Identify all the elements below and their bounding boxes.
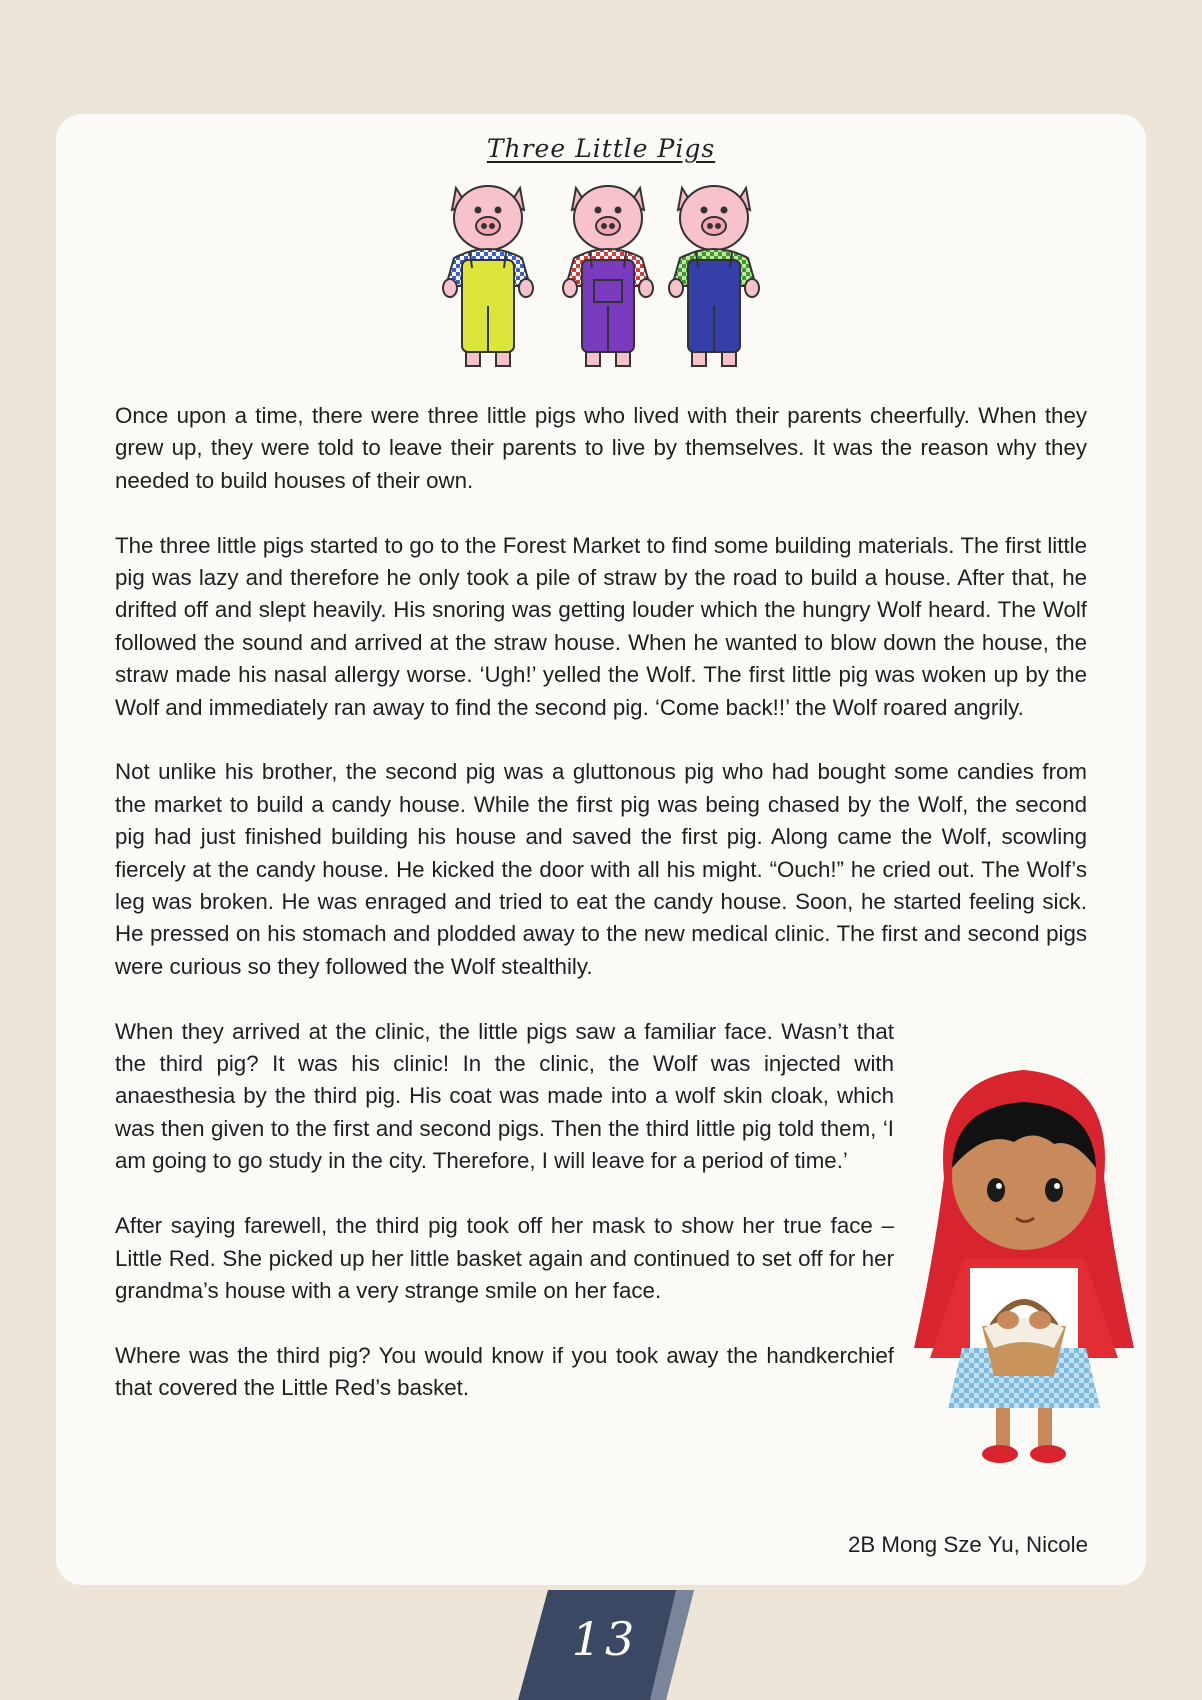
- story-title: Three Little Pigs: [486, 134, 716, 163]
- paragraph-2: The three little pigs started to go to the Forest Market to find some building materials. The first little pig was lazy and therefore he only took a pile of straw by the road to build a house. After that, he drifted off and slept heavily. His snoring was getting louder which the hungry Wolf heard. The Wolf followed the sound and arrived at the straw house. When he wanted to blow down the house, the straw made his nasal allergy worse. ‘Ugh!’ yelled the Wolf. The first little pig was woken up by the Wolf and immediately ran away to find the second pig. ‘Come back!!’ the Wolf roared angrily.: [115, 532, 1087, 720]
- page-number: 13: [571, 1612, 639, 1666]
- paragraph-3: Not unlike his brother, the second pig was a gluttonous pig who had bought some candies from the market to build a candy house. While the first pig was being chased by the Wolf, the second pig had just finished building his house and saved the first pig. Along came the Wolf, scowling fiercely at the candy house. He kicked the door with all his might. “Ouch!” he cried out. The Wolf’s leg was broken. He was enraged and tried to eat the candy house. Soon, he started feeling sick. He pressed on his stomach and plodded away to the new medical clinic. The first and second pigs were curious so they followed the Wolf stealthily.: [115, 759, 1087, 979]
- pig-yellow-overalls: [443, 186, 533, 366]
- author-credit: 2B Mong Sze Yu, Nicole: [847, 1532, 1088, 1557]
- paragraph-6: Where was the third pig? You would know if you took away the handkerchief that covered the Little Red’s basket.: [115, 1342, 894, 1401]
- three-pigs-illustration: [440, 176, 780, 376]
- page-card: [56, 114, 1146, 1585]
- pig-blue-overalls: [669, 186, 759, 366]
- paragraph-4: When they arrived at the clinic, the little pigs saw a familiar face. Wasn’t that the third pig? It was his clinic! In the clinic, the Wolf was injected with anaesthesia by the third pig. His coat was made into a wolf skin cloak, which was then given to the first and second pigs. Then the third little pig told them, ‘I am going to go study in the city. Therefore, I will leave for a period of time.’: [115, 1018, 894, 1174]
- paragraph-5: After saying farewell, the third pig took off her mask to show her true face – Little Red. She picked up her little basket again and continued to set off for her grandma’s house with a very strange smile on her face.: [115, 1213, 894, 1303]
- pig-purple-overalls: [563, 186, 653, 366]
- paragraph-1: Once upon a time, there were three little pigs who lived with their parents cheerfully. When they grew up, they were told to leave their parents to live by themselves. It was the reason why they needed to build houses of their own.: [115, 403, 1087, 493]
- little-red-illustration: [904, 1058, 1144, 1478]
